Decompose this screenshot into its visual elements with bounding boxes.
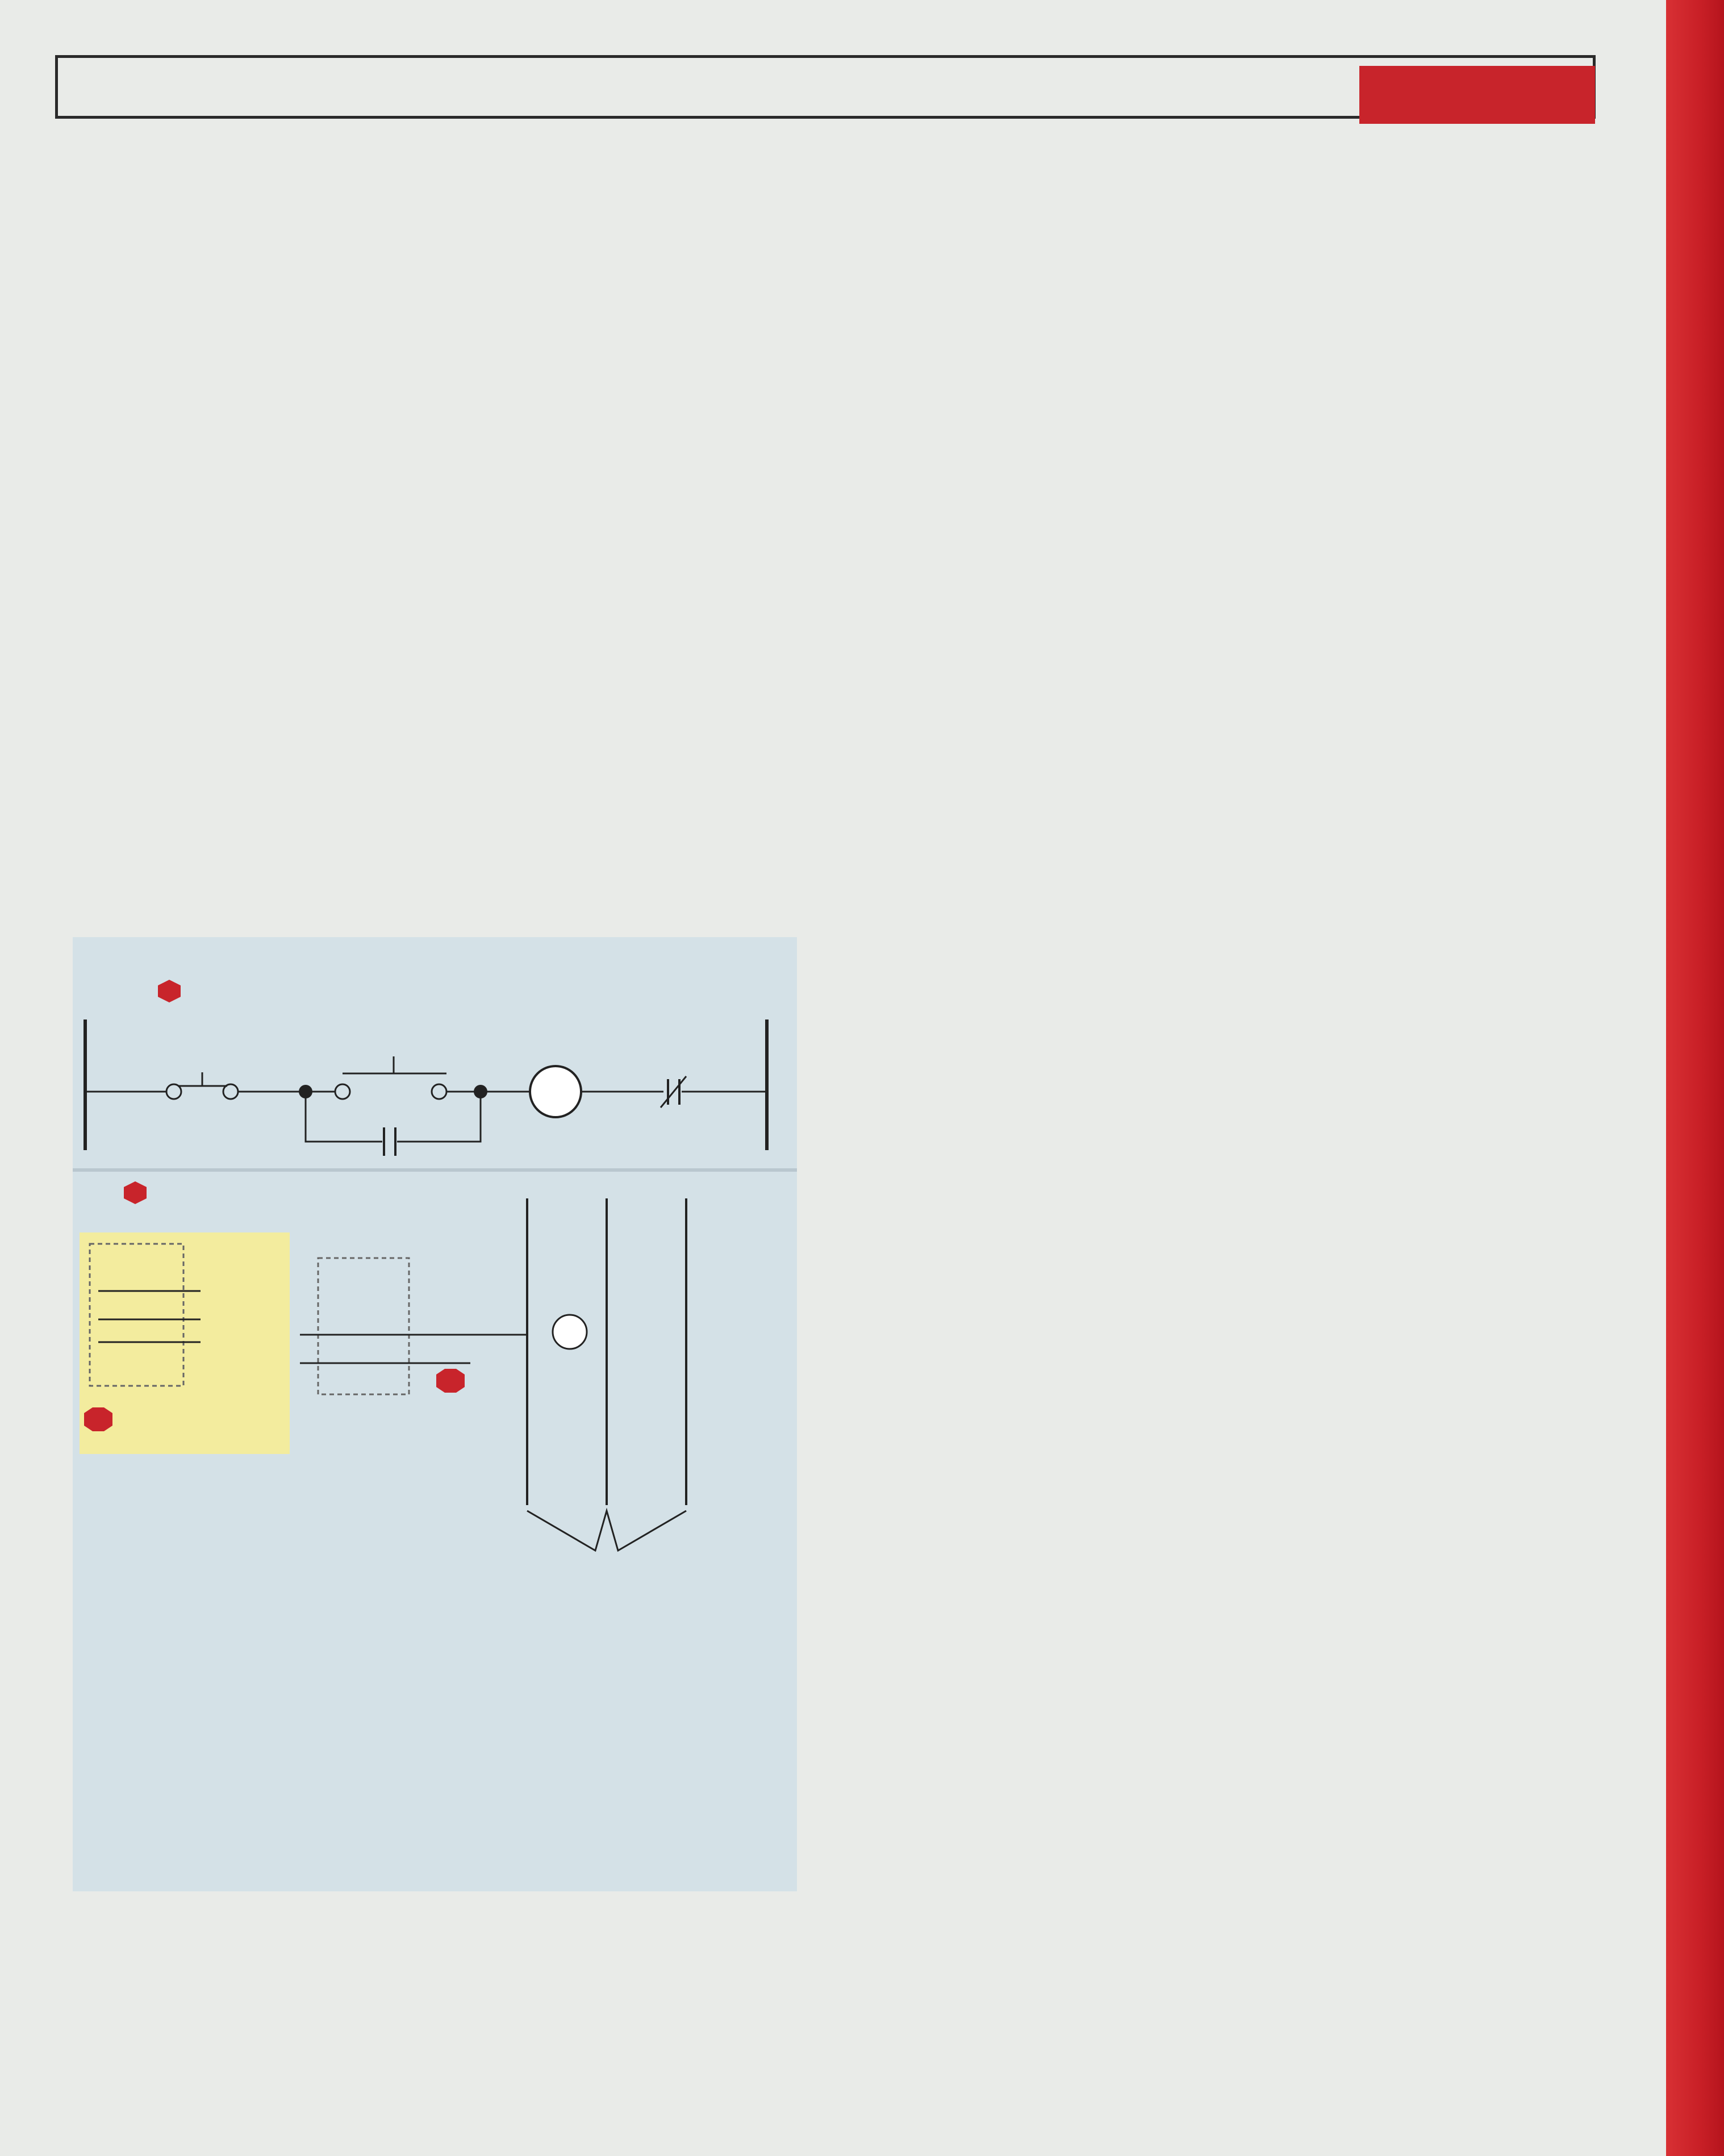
badge-b1-icon <box>436 1369 465 1393</box>
figure-1-3-panel <box>73 937 797 1891</box>
badge-a-icon <box>158 980 181 1002</box>
badge-b2-icon <box>84 1407 112 1431</box>
right-column-lower <box>863 1687 1593 1714</box>
motor-leads <box>527 1511 686 1551</box>
motor-coil <box>530 1066 581 1117</box>
figure-1-3-diagram <box>73 937 797 1891</box>
b-coil <box>553 1315 587 1349</box>
b1-station-outline <box>318 1258 409 1394</box>
start-contact <box>432 1084 446 1099</box>
page-edge-red-bar <box>1666 0 1724 2156</box>
right-column <box>863 193 1593 220</box>
unit-tab <box>1359 66 1595 124</box>
left-column <box>55 185 795 212</box>
start-contact <box>335 1084 350 1099</box>
spacer <box>73 1170 107 1227</box>
badge-b-icon <box>124 1181 147 1204</box>
